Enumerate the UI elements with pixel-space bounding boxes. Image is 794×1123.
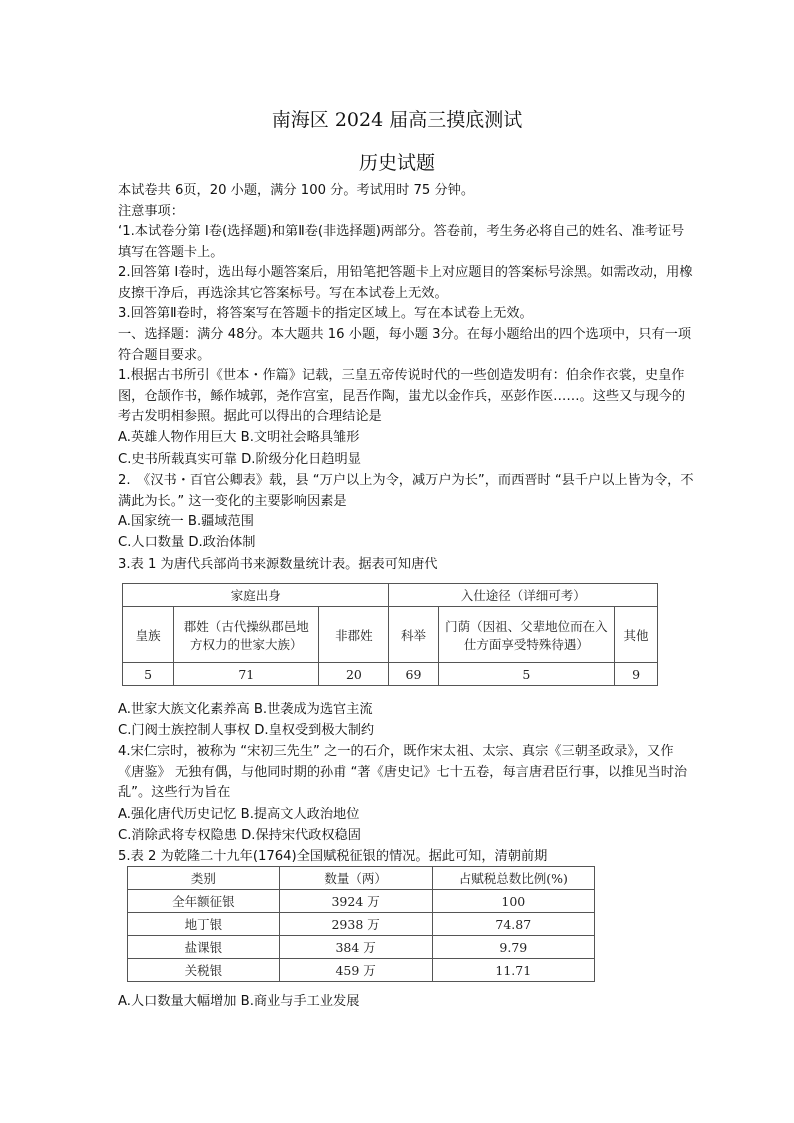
table-2-header: 类别 xyxy=(128,867,280,890)
table-1-header: 郡姓（古代操纵郡邑地方权力的世家大族） xyxy=(174,607,319,663)
table-2-cell: 盐课银 xyxy=(128,936,280,959)
question-4-options-ab: A.强化唐代历史记忆 B.提高文人政治地位 xyxy=(118,807,360,822)
question-2-stem: 2. 《汉书・百官公卿表》载，县 “万户以上为令，减万户为长”，而西晋时 “县千户以上皆为令，不满此为长。” 这一变化的主要影响因素是 xyxy=(118,473,694,509)
table-2-cell: 459 万 xyxy=(279,959,432,982)
table-1-group-family: 家庭出身 xyxy=(123,584,389,607)
table-2-cell: 地丁银 xyxy=(128,913,280,936)
table-1-header: 其他 xyxy=(615,607,658,663)
question-2-options-cd: C.人口数量 D.政治体制 xyxy=(118,535,256,550)
table-1-cell: 69 xyxy=(389,663,438,686)
table-1-header: 皇族 xyxy=(123,607,174,663)
question-1-options-cd: C.史书所载真实可靠 D.阶级分化日趋明显 xyxy=(118,452,361,467)
table-1-group-path: 入仕途径（详细可考） xyxy=(389,584,658,607)
note-1: ‘1.本试卷分第 Ⅰ卷(选择题)和第Ⅱ卷(非选择题)两部分。答卷前，考生务必将自己的姓名、准考证号填写在答题卡上。 xyxy=(118,224,685,260)
question-4-stem: 4.宋仁宗时，被称为 “宋初三先生” 之一的石介，既作宋太祖、太宗、真宗《三朝圣政录》，又作《唐鉴》 无独有偶，与他同时期的孙甫 “著《唐史记》七十五卷，每言唐君臣行事，以推见当时治乱”。这些行为旨在 xyxy=(118,744,688,800)
note-2: 2.回答第 Ⅰ卷时，选出每小题答案后，用铅笔把答题卡上对应题目的答案标号涂黑。如需改动，用橡皮擦干净后，再选涂其它答案标号。写在本试卷上无效。 xyxy=(118,265,693,301)
table-2-header: 数量（两） xyxy=(279,867,432,890)
question-4-options-cd: C.消除武将专权隐患 D.保持宋代政权稳固 xyxy=(118,828,361,843)
table-2-cell: 全年额征银 xyxy=(128,890,280,913)
table-2-cell: 100 xyxy=(432,890,594,913)
table-1-header: 门荫（因祖、父辈地位而在入仕方面享受特殊待遇） xyxy=(438,607,615,663)
intro-line: 本试卷共 6页，20 小题，满分 100 分。考试用时 75 分钟。 xyxy=(118,183,475,198)
table-1-cell: 71 xyxy=(174,663,319,686)
note-3: 3.回答第Ⅱ卷时，将答案写在答题卡的指定区域上。写在本试卷上无效。 xyxy=(118,306,533,321)
question-3-options-cd: C.门阀士族控制人事权 D.皇权受到极大制约 xyxy=(118,723,375,738)
table-2-cell: 11.71 xyxy=(432,959,594,982)
table-2-cell: 2938 万 xyxy=(279,913,432,936)
question-2-options-ab: A.国家统一 B.疆域范围 xyxy=(118,514,254,529)
table-1-cell: 9 xyxy=(615,663,658,686)
table-1-header: 科举 xyxy=(389,607,438,663)
table-2-cell: 384 万 xyxy=(279,936,432,959)
question-3-options-ab: A.世家大族文化素养高 B.世袭成为选官主流 xyxy=(118,702,373,717)
table-1-cell: 5 xyxy=(438,663,615,686)
table-2-cell: 3924 万 xyxy=(279,890,432,913)
exam-title: 南海区 2024 届高三摸底测试 xyxy=(271,109,523,131)
exam-subtitle: 历史试题 xyxy=(358,152,435,174)
table-2-cell: 关税银 xyxy=(128,959,280,982)
table-1 xyxy=(122,583,658,686)
table-2-header: 占赋税总数比例(%) xyxy=(432,867,594,890)
table-1-header: 非郡姓 xyxy=(319,607,389,663)
question-3-stem: 3.表 1 为唐代兵部尚书来源数量统计表。据表可知唐代 xyxy=(118,557,438,572)
section-heading: 一、选择题：满分 48分。本大题共 16 小题，每小题 3分。在每小题给出的四个选项中，只有一项符合题目要求。 xyxy=(118,327,692,363)
question-1-stem: 1.根据古书所引《世本・作篇》记载，三皇五帝传说时代的一些创造发明有：伯余作衣裳，史皇作图，仓颉作书，鲧作城郭，尧作宫室，昆吾作陶，蚩尤以金作兵，巫彭作医……。这些又与现今的考古发明相参照。据此可以得出的合理结论是 xyxy=(118,368,686,424)
notes-title: 注意事项： xyxy=(118,204,184,219)
question-1-options-ab: A.英雄人物作用巨大 B.文明社会略具雏形 xyxy=(118,430,360,445)
table-2-cell: 9.79 xyxy=(432,936,594,959)
question-5-options-ab: A.人口数量大幅增加 B.商业与手工业发展 xyxy=(118,994,360,1009)
table-2-cell: 74.87 xyxy=(432,913,594,936)
table-1-cell: 20 xyxy=(319,663,389,686)
table-2 xyxy=(127,866,595,982)
table-1-cell: 5 xyxy=(123,663,174,686)
question-5-stem: 5.表 2 为乾隆二十九年(1764)全国赋税征银的情况。据此可知，清朝前期 xyxy=(118,849,548,864)
